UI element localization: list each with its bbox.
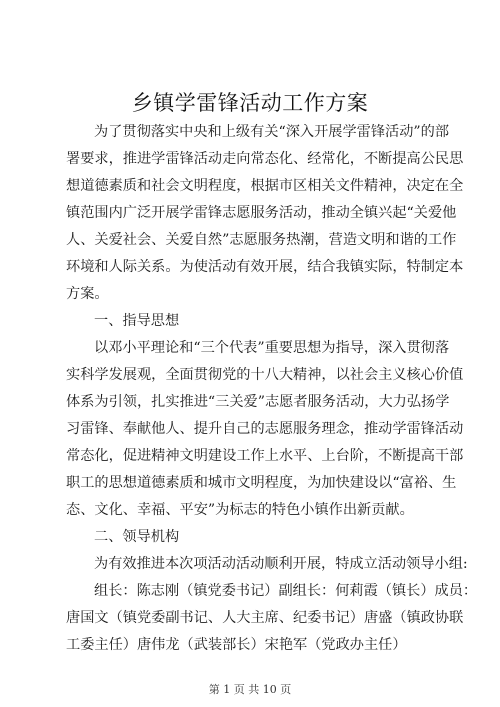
page-footer: 第 1 页 共 10 页 <box>208 683 292 696</box>
document-title: 乡镇学雷锋活动工作方案 <box>131 91 369 115</box>
section-heading: 二、领导机构 <box>94 529 180 545</box>
paragraph-line: 方案。 <box>66 286 109 302</box>
paragraph-line: 署要求，推进学雷锋活动走向常态化、经常化，不断提高公民思 <box>66 151 464 167</box>
paragraph-line: 人、关爱社会、关爱自然”志愿服务热潮，营造文明和谐的工作 <box>66 232 457 248</box>
paragraph-line: 体系为引领，扎实推进“三关爱”志愿者服务活动，大力弘扬学 <box>66 394 450 410</box>
paragraph-line: 实科学发展观，全面贯彻党的十八大精神，以社会主义核心价值 <box>66 367 464 383</box>
paragraph-line: 环境和人际关系。为使活动有效开展，结合我镇实际，特制定本 <box>66 259 464 275</box>
section-heading: 一、指导思想 <box>94 313 180 329</box>
paragraph-line: 唐国文（镇党委副书记、人大主席、纪委书记）唐盛（镇政协联 <box>66 610 464 626</box>
paragraph-line: 以邓小平理论和“三个代表”重要思想为指导，深入贯彻落 <box>94 340 450 356</box>
paragraph-line: 组长：陈志刚（镇党委书记）副组长：何莉霞（镇长）成员： <box>94 583 478 599</box>
paragraph-line: 态、文化、幸福、平安”为标志的特色小镇作出新贡献。 <box>66 502 414 518</box>
paragraph-line: 职工的思想道德素质和城市文明程度，为加快建设以“富裕、生 <box>66 475 457 491</box>
paragraph-line: 习雷锋、奉献他人、提升自己的志愿服务理念，推动学雷锋活动 <box>66 421 464 437</box>
paragraph-line: 常态化，促进精神文明建设工作上水平、上台阶，不断提高干部 <box>66 448 464 464</box>
paragraph-line: 想道德素质和社会文明程度，根据市区相关文件精神，决定在全 <box>66 178 464 194</box>
paragraph-line: 为了贯彻落实中央和上级有关“深入开展学雷锋活动”的部 <box>94 124 450 140</box>
paragraph-line: 为有效推进本次项活动活动顺利开展，特成立活动领导小组: <box>94 556 468 572</box>
paragraph-line: 工委主任）唐伟龙（武装部长）宋艳军（党政办主任） <box>66 637 407 653</box>
paragraph-line: 镇范围内广泛开展学雷锋志愿服务活动，推动全镇兴起“关爱他 <box>66 205 457 221</box>
